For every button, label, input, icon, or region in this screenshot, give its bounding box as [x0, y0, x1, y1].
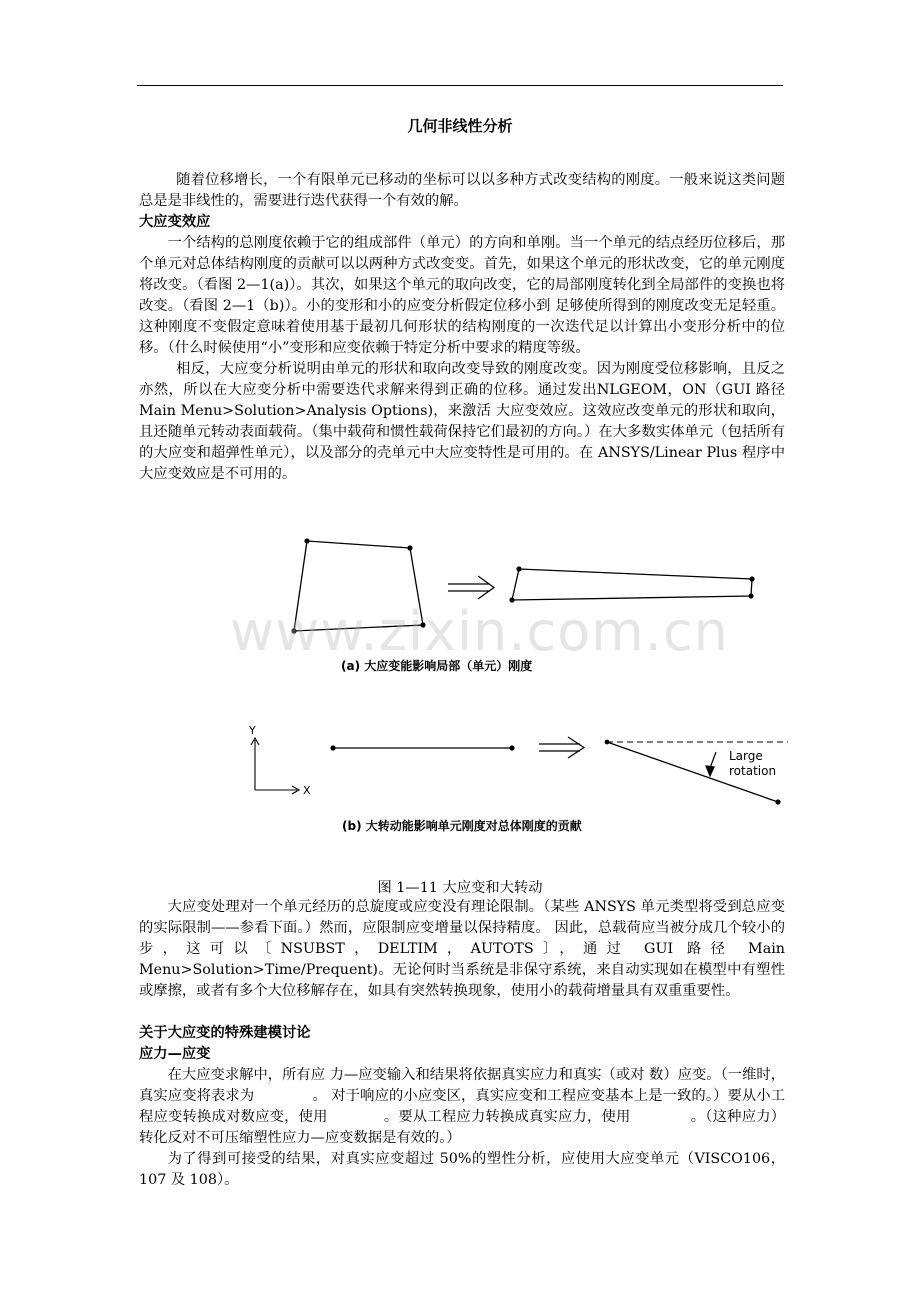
node: [420, 622, 425, 627]
text-conversion-note: 。（这种应力）转化反对不可压缩塑性应力—应变数据是有效的。）: [139, 1109, 786, 1146]
figure-caption: 图 1—11 大应变和大转动: [377, 880, 543, 896]
node: [509, 745, 514, 750]
text-true-strain-intro: 在大应变求解中，所有应 力—应变输入和结果将依据真实应力和真实（或对 数）应变。（一维时，真实应变将表求为: [139, 1067, 785, 1104]
coordinate-axes: [251, 738, 299, 794]
paragraph-total-stiffness: 一个结构的总刚度依赖于它的组成部件（单元）的方向和单刚。当一个单元的结点经历位移后，那个单元对总体结构刚度的贡献可以以两种方式改变变。首先，如果这个单元的形状改变，它的单元刚度将改变。（看图 2—1(a)）。其次，如果这个单元的取向改变，它的局部刚度转化到全局部件的变换也将改变。（看图 2—1（b)）。小的变形和小的应变分析假定位移小到 足够使所得到的刚度改变无足轻重。这种刚度不变假定意味着使用基于最初几何形状的结构刚度的一次迭代足以计算出小变形分析中的位移。（什么时候使用“小”变形和应变依赖于特定分析中要求的精度等级。: [139, 235, 785, 356]
node: [605, 740, 610, 745]
text-small-strain: 。 对于响应的小应变区，真实应变和工程应变基本上是一致的。）要从小工程应变转换成对数应变，使用: [139, 1088, 785, 1125]
document-title: 几何非线性分析: [407, 117, 513, 135]
figure-label-a: (a) 大应变能影响局部（单元）刚度: [341, 659, 533, 673]
node: [330, 745, 335, 750]
node: [749, 576, 754, 581]
node: [748, 593, 753, 598]
section-heading-large-strain: 大应变效应: [139, 214, 211, 230]
section2-body: [139, 1065, 785, 1191]
subheading-stress-strain: 应力—应变: [139, 1046, 211, 1062]
node: [407, 545, 412, 550]
annotation-line-1: Large: [729, 749, 763, 763]
figure-label-b: (b) 大转动能影响单元刚度对总体刚度的贡献: [342, 819, 582, 833]
large-rotation-annotation: [729, 749, 776, 779]
node: [304, 538, 309, 543]
intro-paragraph: 随着位移增长，一个有限单元已移动的坐标可以以多种方式改变结构的刚度。一般来说这类问题总是是非线性的，需要进行迭代获得一个有效的解。: [139, 172, 785, 209]
element-deformed-shape: [512, 569, 752, 600]
paragraph-strain-limits: 大应变处理对一个单元经历的总旋度或应变没有理论限制。（某些 ANSYS 单元类型将受到总应变的实际限制——参看下面。）然而，应限制应变增量以保持精度。 因此，总载荷应当被分成几个较小的步，这可以〔NSUBST，DELTIM，AUTOTS〕，通过 GUI 路径 Main Menu>Solution>Time/Prequent)。无论何时当系统是非保守系统，来自动实现如在模型中有塑性或摩擦，或者有多个大位移解存在，如具有突然转换现象，使用小的载荷增量具有双重重要性。: [139, 899, 785, 999]
annotation-line-2: rotation: [729, 764, 777, 778]
element-original-shape: [294, 541, 423, 631]
paragraph-large-strain-elements: 为了得到可接受的结果，对真实应变超过 50%的塑性分析，应使用大应变单元（VISCO106，107 及 108）。: [139, 1151, 785, 1188]
node: [291, 628, 296, 633]
axis-label-y: Y: [249, 724, 256, 737]
transform-arrow-icon: [448, 576, 494, 599]
node: [509, 597, 514, 602]
rotation-arrow-icon: [539, 737, 584, 758]
watermark: www.zixin.com.cn: [230, 600, 729, 663]
paragraph-large-strain-analysis: 相反，大应变分析说明由单元的形状和取向改变导致的刚度改变。因为刚度受位移影响，且反之亦然，所以在大应变分析中需要迭代求解来得到正确的位移。通过发出NLGEOM，ON（GUI 路径 Main Menu>Solution>Analysis Options)，来激活 大应变效应。这效应改变单元的形状和取向，且还随单元转动表面载荷。（集中载荷和惯性载荷保持它们最初的方向。）在大多数实体单元（包括所有的大应变和超弹性单元），以及部分的壳单元中大应变特性是可用的。在 ANSYS/Linear Plus 程序中大应变效应是不可用的。: [139, 361, 785, 482]
text-engineering-stress: 。要从工程应力转换成真实应力，使用: [383, 1109, 631, 1125]
rotation-indicator-icon: [706, 752, 716, 776]
node: [516, 566, 521, 571]
paragraph-strain-limits-block: [139, 897, 785, 1002]
paragraph-true-stress-strain: [139, 1065, 785, 1149]
section-heading-modeling: 关于大应变的特殊建模讨论: [139, 1025, 311, 1041]
node: [775, 799, 780, 804]
axis-label-x: X: [303, 784, 311, 797]
